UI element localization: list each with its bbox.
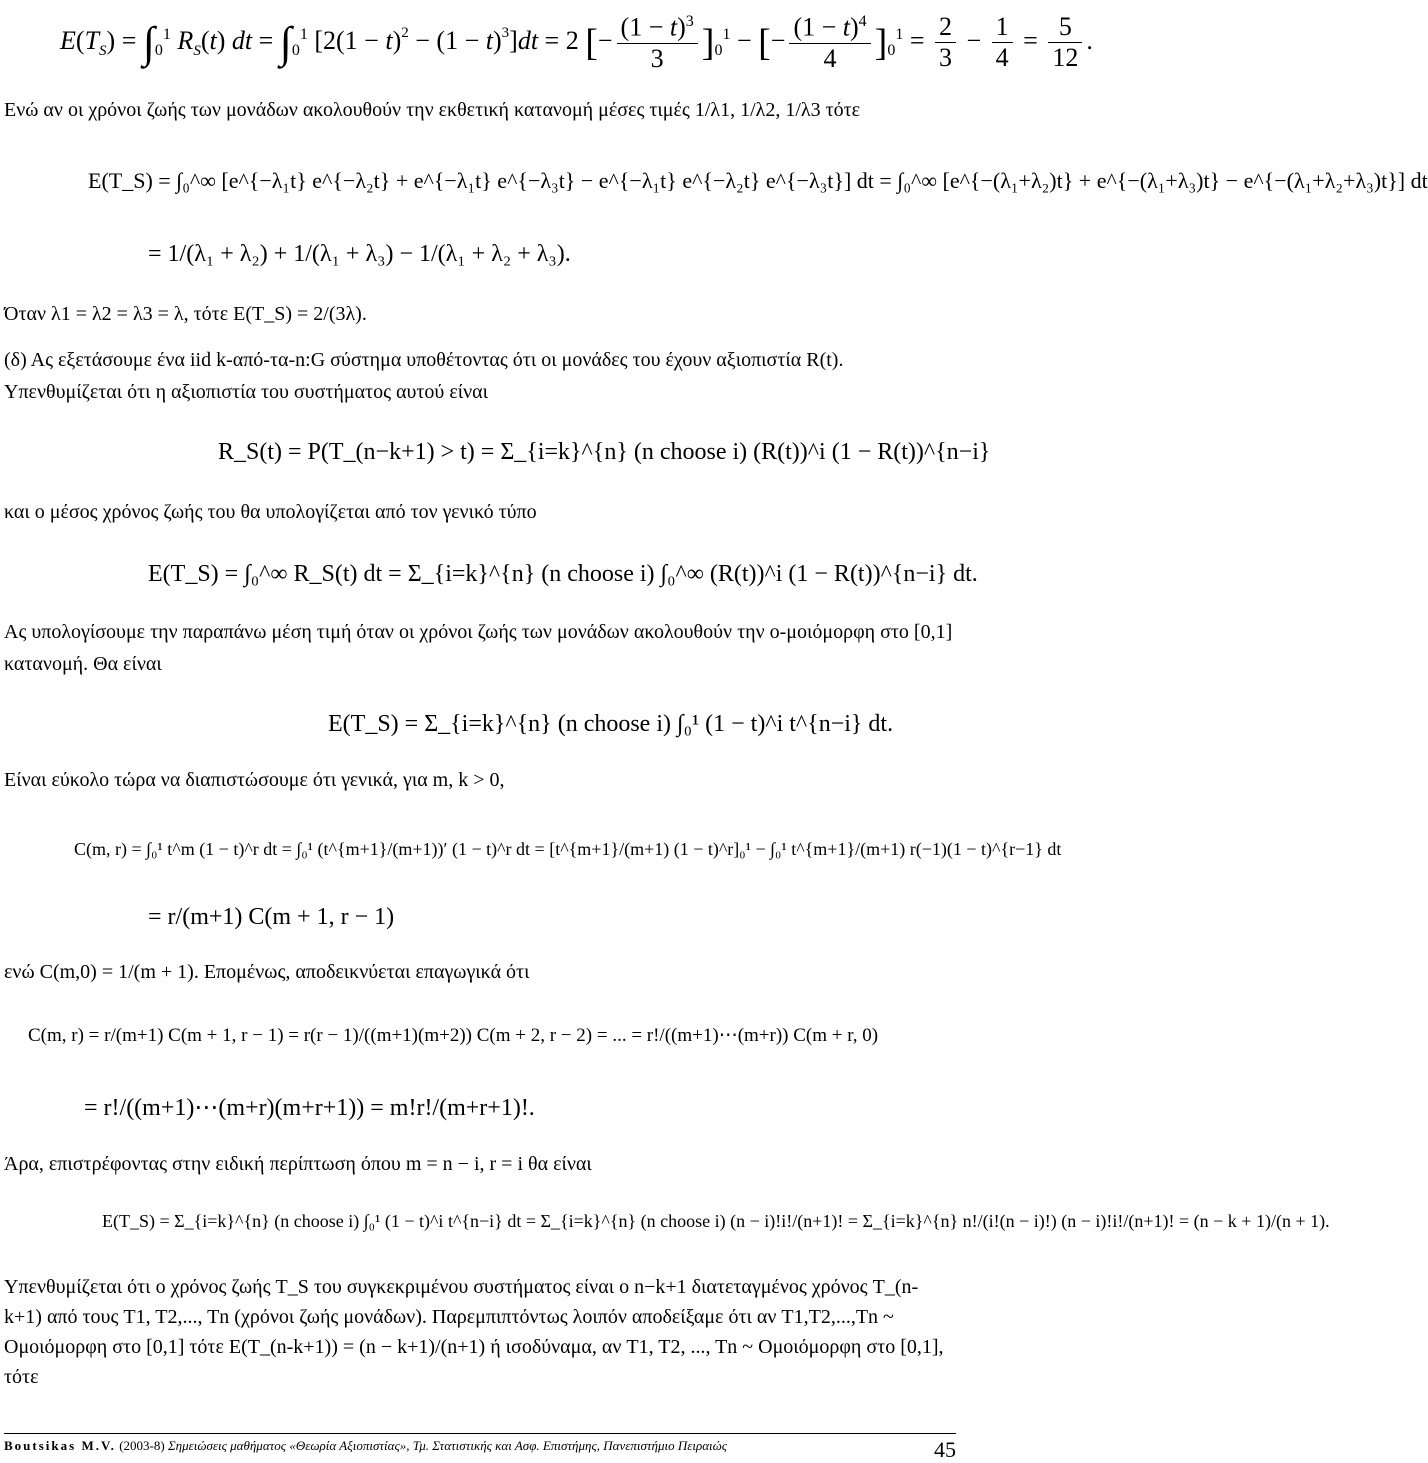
paragraph-k-out-of-n: (δ) Ας εξετάσουμε ένα iid k-από-τα-n:G σύστημα υποθέτοντας ότι οι μονάδες του έχουν αξιοπιστία R(t). Υπενθυμίζεται ότι η αξιοπιστία του συστήματος αυτού είναι: [4, 349, 844, 403]
equation-2b: = 1/(λ₁ + λ₂) + 1/(λ₁ + λ₃) − 1/(λ₁ + λ₂ + λ₃).: [148, 241, 571, 267]
equation-5: E(T_S) = Σ_{i=k}^{n} (n choose i) ∫₀¹ (1 − t)^i t^{n−i} dt.: [328, 711, 894, 737]
equation-7a: C(m, r) = r/(m+1) C(m + 1, r − 1) = r(r − 1)/((m+1)(m+2)) C(m + 2, r − 2) = ... = r!/((m+1)⋯(m+r)) C(m + r, 0): [28, 1025, 879, 1046]
equation-4: E(T_S) = ∫₀^∞ R_S(t) dt = Σ_{i=k}^{n} (n choose i) ∫₀^∞ (R(t))^i (1 − R(t))^{n−i} dt.: [148, 561, 978, 587]
paragraph-uniform: Ας υπολογίσουμε την παραπάνω μέση τιμή όταν οι χρόνοι ζωής των μονάδων ακολουθούν την ο-μοιόμορφη στο [0,1] κατανομή. Θα είναι: [4, 621, 953, 675]
equation-1: $E(T_S) = \int_0^1$ $R_S(t)$ dt = $\int_0^1$ $[2(1 - t)^2 - (1 - t)^3]dt = 2$ [− $\frac{(1 - t)^3}{3}$ ]$_0^1$ − [− $\frac{(1 - t)^4}{4}$ ]$_0^1$ = $\frac{2}{3}$ − $\frac{1}{4}$ = $\frac{5}{12}$ .: [60, 12, 1093, 73]
paragraph-order-statistic: Υπενθυμίζεται ότι ο χρόνος ζωής T_S του συγκεκριμένου συστήματος είναι ο n−k+1 διατεταγμένος χρόνος T_(n-k+1) από τους T1, T2,..., Tn (χρόνοι ζωής μονάδων). Παρεμπιπτόντως λοιπόν αποδείξαμε ότι αν T1,T2,...,Tn ~ Ομοιόμορφη στο [0,1] τότε E(T_(n-k+1)) = (n − k+1)/(n+1) ή ισοδύναμα, αν T1, T2, ..., Tn ~ Ομοιόμορφη στο [0,1], τότε: [4, 1276, 944, 1388]
equation-6b: = r/(m+1) C(m + 1, r − 1): [148, 904, 395, 930]
paragraph-special-case: Άρα, επιστρέφοντας στην ειδική περίπτωση όπου m = n − i, r = i θα είναι: [4, 1153, 592, 1175]
footer-years: (2003-8): [119, 1438, 165, 1453]
footer-author: Boutsikas M.V.: [4, 1438, 116, 1453]
equation-3: R_S(t) = P(T_(n−k+1) > t) = Σ_{i=k}^{n} (n choose i) (R(t))^i (1 − R(t))^{n−i}: [218, 439, 991, 465]
paragraph-general: Είναι εύκολο τώρα να διαπιστώσουμε ότι γενικά, για m, k > 0,: [4, 769, 505, 791]
equation-6a: C(m, r) = ∫₀¹ t^m (1 − t)^r dt = ∫₀¹ (t^{m+1}/(m+1))′ (1 − t)^r dt = [t^{m+1}/(m+1) (1 − t)^r]₀¹ − ∫₀¹ t^{m+1}/(m+1) r(−1)(1 − t)^{r−1} dt: [74, 839, 1062, 859]
footer-course: Σημειώσεις μαθήματος «Θεωρία Αξιοπιστίας», Τμ. Στατιστικής και Ασφ. Επιστήμης, Πανεπιστήμιο Πειραιώς: [167, 1438, 728, 1453]
paragraph-exponential: Ενώ αν οι χρόνοι ζωής των μονάδων ακολουθούν την εκθετική κατανομή μέσες τιμές 1/λ1, 1/λ2, 1/λ3 τότε: [4, 99, 861, 121]
equation-7b: = r!/((m+1)⋯(m+r)(m+r+1)) = m!r!/(m+r+1)!.: [84, 1095, 535, 1121]
paragraph-induction: ενώ C(m,0) = 1/(m + 1). Επομένως, αποδεικνύεται επαγωγικά ότι: [4, 961, 530, 983]
equation-8: E(T_S) = Σ_{i=k}^{n} (n choose i) ∫₀¹ (1 − t)^i t^{n−i} dt = Σ_{i=k}^{n} (n choose i) (n − i)!i!/(n+1)! = Σ_{i=k}^{n} n!/(i!(n − i)!) (n − i)!i!/(n+1)! = (n − k + 1)/(n + 1).: [102, 1211, 1330, 1231]
equation-2a: E(T_S) = ∫₀^∞ [e^{−λ₁t} e^{−λ₂t} + e^{−λ₁t} e^{−λ₃t} − e^{−λ₁t} e^{−λ₂t} e^{−λ₃t}] dt = ∫₀^∞ [e^{−(λ₁+λ₂)t} + e^{−(λ₁+λ₃)t} − e^{−(λ₁+λ₂+λ₃)t}] dt: [88, 168, 1428, 193]
paragraph-mean-lifetime: και ο μέσος χρόνος ζωής του θα υπολογίζεται από τον γενικό τύπο: [4, 501, 537, 523]
paragraph-equal-rates: Όταν λ1 = λ2 = λ3 = λ, τότε E(T_S) = 2/(3λ).: [4, 303, 367, 325]
page-footer: [4, 1433, 956, 1454]
page-number: 45: [934, 1437, 956, 1462]
